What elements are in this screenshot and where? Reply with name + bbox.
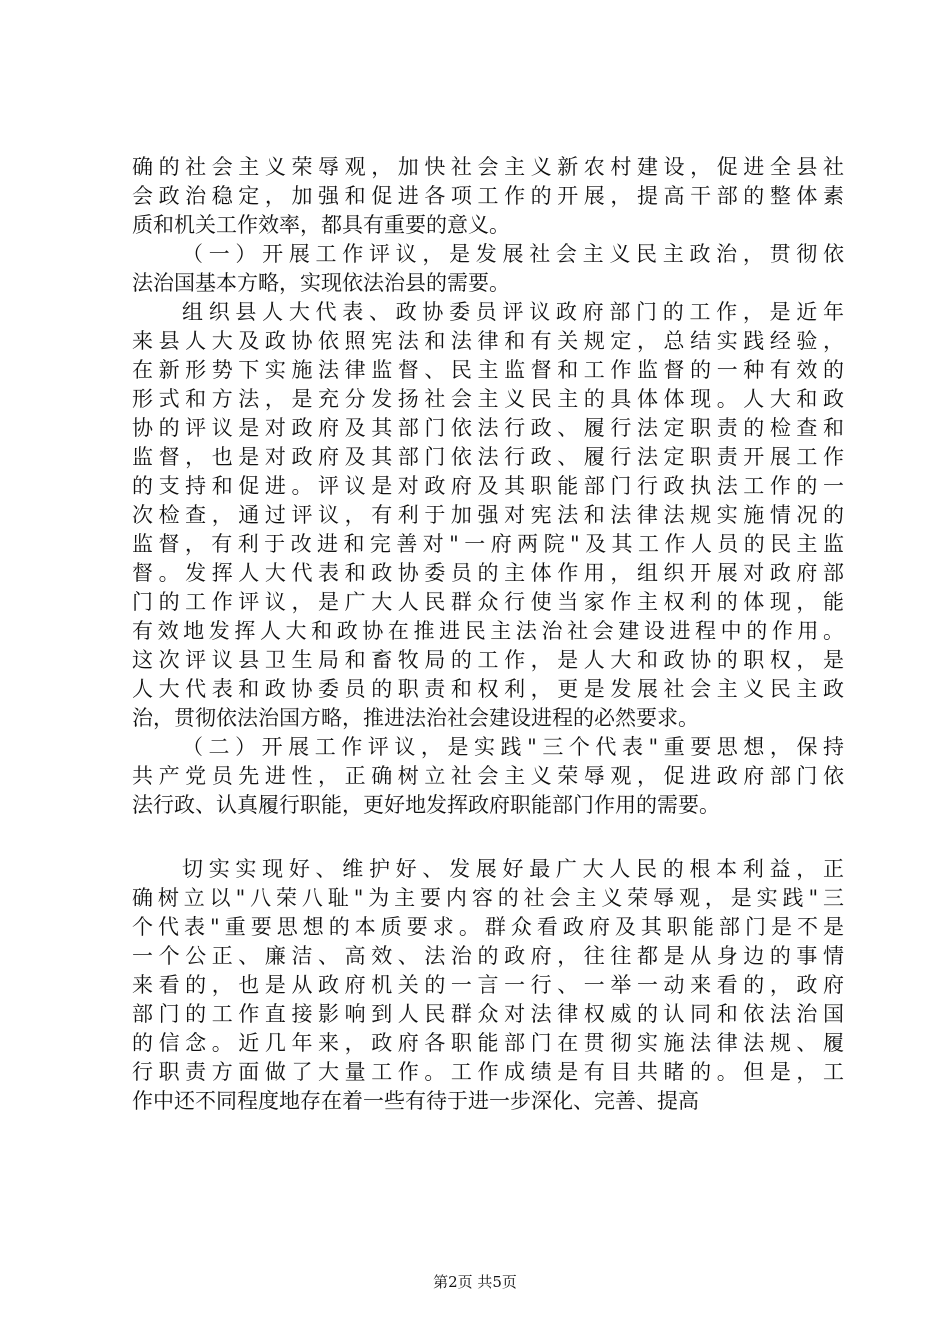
text-line: （一）开展工作评议，是发展社会主义民主政治，贯彻依 [182,242,844,266]
paragraph [132,153,844,240]
text-line: 在新形势下实施法律监督、民主监督和工作监督的一种有效的 [132,358,844,382]
page-footer: 第2页 共5页 [433,1273,517,1291]
text-line: 人大代表和政协委员的职责和权利，更是发展社会主义民主政 [132,677,844,701]
text-line: 行职责方面做了大量工作。工作成绩是有目共睹的。但是，工 [132,1060,844,1084]
paragraph [132,733,844,820]
text-line: 会政治稳定，加强和促进各项工作的开展，提高干部的整体素 [132,184,844,208]
text-line: 次检查，通过评议，有利于加强对宪法和法律法规实施情况的 [132,503,844,527]
document-body [132,153,844,1116]
text-line: 来县人大及政协依照宪法和法律和有关规定，总结实践经验， [132,329,844,353]
text-line: 一个公正、廉洁、高效、法治的政府，往往都是从身边的事情 [132,944,844,968]
text-line: 门的工作评议，是广大人民群众行使当家作主权利的体现，能 [132,590,844,614]
text-line: 来看的，也是从政府机关的一言一行、一举一动来看的，政府 [132,973,844,997]
text-line: 治，贯彻依法治国方略，推进法治社会建设进程的必然要求。 [132,706,699,730]
text-line: （二）开展工作评议，是实践"三个代表"重要思想，保持 [182,735,844,759]
paragraph [132,240,844,298]
text-line: 确的社会主义荣辱观，加快社会主义新农村建设，促进全县社 [132,155,844,179]
text-line: 协的评议是对政府及其部门依法行政、履行法定职责的检查和 [132,416,844,440]
text-line: 部门的工作直接影响到人民群众对法律权威的认同和依法治国 [132,1002,844,1026]
paragraph [132,855,844,1116]
text-line: 共产党员先进性，正确树立社会主义荣辱观，促进政府部门依 [132,764,844,788]
text-line: 形式和方法，是充分发扬社会主义民主的具体体现。人大和政 [132,387,844,411]
text-line: 个代表"重要思想的本质要求。群众看政府及其职能部门是不是 [132,915,844,939]
text-line: 的支持和促进。评议是对政府及其职能部门行政执法工作的一 [132,474,844,498]
paragraph-gap [132,820,844,855]
text-line: 监督，有利于改进和完善对"一府两院"及其工作人员的民主监 [132,532,844,556]
paragraph [132,298,844,733]
text-line: 这次评议县卫生局和畜牧局的工作，是人大和政协的职权，是 [132,648,844,672]
text-line: 有效地发挥人大和政协在推进民主法治社会建设进程中的作用。 [132,619,844,643]
text-line: 监督，也是对政府及其部门依法行政、履行法定职责开展工作 [132,445,844,469]
text-line: 作中还不同程度地存在着一些有待于进一步深化、完善、提高 [132,1089,699,1113]
text-line: 法治国基本方略，实现依法治县的需要。 [132,271,510,295]
text-line: 质和机关工作效率，都具有重要的意义。 [132,213,510,237]
text-line: 确树立以"八荣八耻"为主要内容的社会主义荣辱观，是实践"三 [132,886,844,910]
text-line: 督。发挥人大代表和政协委员的主体作用，组织开展对政府部 [132,561,844,585]
text-line: 的信念。近几年来，政府各职能部门在贯彻实施法律法规、履 [132,1031,844,1055]
text-line: 法行政、认真履行职能，更好地发挥政府职能部门作用的需要。 [132,793,720,817]
text-line: 切实实现好、维护好、发展好最广大人民的根本利益，正 [182,857,844,881]
text-line: 组织县人大代表、政协委员评议政府部门的工作，是近年 [182,300,844,324]
